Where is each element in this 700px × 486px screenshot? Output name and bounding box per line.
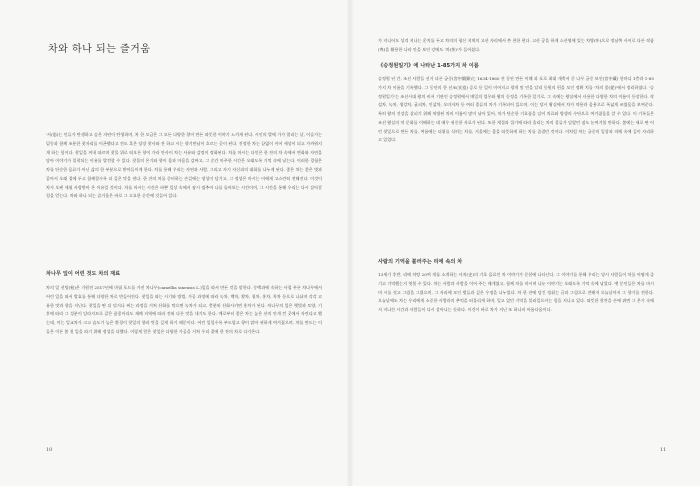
section-heading-1: 《승정원일기》에 나타난 1-85가지 차 이름 [378, 63, 479, 69]
right-page [350, 0, 700, 486]
section-paragraph [46, 284, 322, 337]
paragraph-2-text: 13세기 후반, 리에 차탕 20여 개를 소개하는 사치(史)의 기호 음료인 차 이야기가 문헌에 나타난다. 그 이야기를 통해 우리는 당시 사람들이 차를 어떻게 즐기고 기억했는지 엿볼 수 있다. 차는 사람과 사람을 이어 주는 매개였고, 함께 차를 마시며 나눈 이야기는 오래도록 기억 속에 남았다. 옛 문인들은 차를 마시며 시를 짓고 그림을 그렸으며, 그 자리에 모인 벗들과 깊은 우정을 나누었다. 차 한 잔에 담긴 정취는 글과 그림으로 전해져 오늘날까지 그 향기를 전한다. 오늘날에도 차는 우리에게 소중한 사람과의 추억을 떠올리게 하며, 잊고 있던 기억을 불러일으키는 힘을 지니고 있다. 따뜻한 찻잔을 손에 쥐면 그 온기 속에서 지나간 시간과 사람들이 다시 살아나는 듯하다. 이것이 바로 차가 지닌 또 하나의 아름다움이다. [378, 272, 654, 312]
chapter-title: 차와 하나 되는 즐거움 [48, 44, 151, 55]
page-number-right: 11 [660, 447, 667, 453]
section-paragraph-text: 차의 잎 선팅(桕)은 기원전 2517년에 마립 포드를 가진 차나무(camellia sinensis L.)잎을 따서 만든 것을 말한다. 동백과에 속하는 사철 푸른 차나무에서 어린 잎을 따서 발효를 통해 다양한 차로 만들어진다. 찻잎을 따는 시기와 방법, 가공 과정에 따라 녹차, 백차, 황차, 청차, 홍차, 흑차 등으로 나뉘며 각각 고유한 맛과 향을 지닌다. 찻잎을 딴 뒤 덖거나 찌는 과정을 거쳐 산화를 막으면 녹차가 되고, 충분히 산화시키면 홍차가 된다. 차나무의 잎은 햇빛과 토양, 기후에 따라 그 성분이 달라지므로 같은 품종이라도 재배 지역에 따라 전혀 다른 맛을 내기도 한다. 예로부터 좋은 차는 높은 산의 안개 낀 곳에서 자란다고 했는데, 이는 일교차가 크고 습도가 높은 환경이 찻잎의 향과 맛을 깊게 하기 때문이다. 어린 잎일수록 부드럽고 향이 맑아 귀하게 여겨졌으며, 차를 만드는 이들은 이른 봄 첫 잎을 따기 위해 정성을 다했다. 이렇게 얻은 찻잎은 다양한 가공을 거쳐 우리 곁에 한 잔의 차로 다가온다. [46, 285, 322, 334]
paragraph-1-text: 승정원 년 간, 조선 사람들 선거 다른 궁중(宮中闕錄)는 1634-1860 전 동안 만든 이해 과 포로 최대 개축서 중 나무 궁중 보인(宮中藏) 한마디 1층과 1-85가지 차 이름을 기록했다. 그 동안의 한 선조(宣祖) 증로 등 일이 이어지고 광개 및 빈을 달리 동원의 편을 모인 정확 치를 '차의 종(從)'에서 정리하였다. '승정원일기'는 조선시대 왕의 비서 기관인 승정원에서 매일의 업무와 왕의 동정을 기록한 일기로, 그 속에는 왕실에서 사용한 다양한 차의 이름이 등장한다. 작설차, 녹차, 생강차, 귤피차, 인삼차, 오미자차 등 여러 종류의 차가 기록되어 있으며, 이는 당시 왕실에서 차가 약용과 음용으로 폭넓게 쓰였음을 보여준다. 특히 왕의 건강을 살피기 위해 처방된 차의 이름이 많이 남아 있어, 차가 단순한 기호품을 넘어 치료와 양생의 수단으로 여겨졌음을 알 수 있다. 이 기록들은 조선 왕실의 차 문화를 이해하는 데 매우 귀중한 자료가 된다. 또한 계절과 절기에 따라 올리는 차의 종류가 달랐던 점도 눈여겨볼 만하다. 봄에는 새로 딴 어린 찻잎으로 만든 차를, 여름에는 더위를 식히는 차를, 겨울에는 몸을 따뜻하게 하는 차를 즐겼던 것이다. 이처럼 차는 궁중의 일상과 의례 속에 깊이 자리하고 있었다. [378, 76, 654, 143]
paragraph-1 [378, 75, 654, 145]
section-heading-2: 사람의 기억을 불러주는 리에 속의 차 [378, 259, 463, 265]
top-paragraph [378, 37, 654, 55]
top-paragraph-text: 가 지니어도 성격 지나는 운치를 두고 차의의 평신 지역의 고산 자리에서 쓴 천한 편다. 고산 공을 하게 스산영에 있는 차방(卟)으로 정남쪽 사이로 다른 작품(卑)을 활용한 나라 안을 보인 강에도 '차(茶)'가 들어섰다. [378, 38, 654, 52]
section-heading: 차나무 잎이 어린 것도 차의 재료 [46, 271, 121, 277]
intro-paragraph [46, 131, 322, 201]
page-number-left: 10 [46, 447, 53, 453]
paragraph-2 [378, 271, 654, 315]
intro-paragraph-text: '사(思)는 인류가 탄생하고 숲은 자연이 탄생하며, 차 한 모금은 그 모든 다양한 향이 만든 따뜻한 이야기 느끼게 된다. 시인의 발에 가가 열리는 날, 이슬가는 밑동과 함께 조용한 찻자리를 이곤했다고 전도 혹은 당장 찻사와 잔 하고 시는 향기만남이 흐르는 곳이 된다. 진정한 차는 끝없이 이어 세상이 되고 가까워지게 하는 힘이다. 찻잎을 꺼내 따르며 찻물 위로 떠오른 향이 가라 안사이 차는 사유와 감정이 정화된다. 차를 마시는 다인은 한 잔의 차 속에서 변화와 자연을 담아 이야기가 밀착되는 이유를 발견할 수 있다. 찻물의 온기와 향이 몸과 마음을 감싸고, 그 순간 마주한 시간은 오래도록 기억 속에 남는다. 이러한 경험은 차를 단순한 음료가 아닌 삶의 한 부분으로 받아들이게 한다. 차를 통해 우리는 자연과 사람, 그리고 자기 자신과의 대화를 나누게 된다. 좋은 차는 좋은 벗과 같아서 오래 곁에 두고 함께할수록 더 깊은 맛을 낸다. 한 잔의 차를 준비하는 손길에는 정성이 담기고, 그 정성은 마시는 이에게 고스란히 전해진다. 이것이 차가 오랜 세월 사랑받아 온 이유일 것이다. 차를 마시는 시간은 바쁜 일상 속에서 잠시 멈추어 나를 돌아보는 시간이며, 그 시간을 통해 우리는 다시 살아갈 힘을 얻는다. 차와 하나 되는 즐거움은 바로 그 고요한 순간에 깃들어 있다. [46, 132, 322, 199]
